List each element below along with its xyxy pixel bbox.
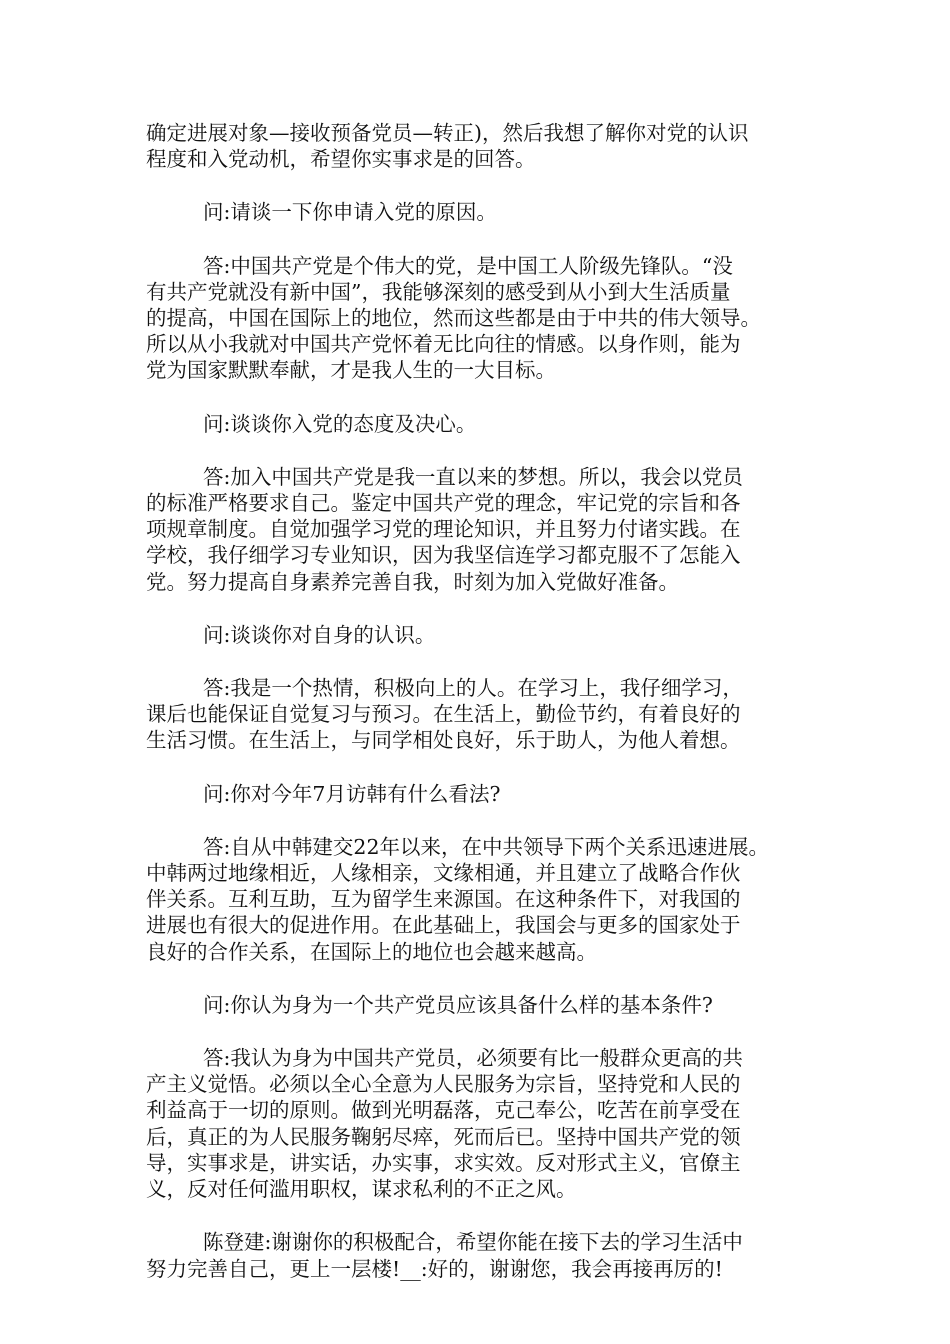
paragraph-line: 努力完善自己，更上一层楼!__:好的，谢谢您，我会再接再厉的! (146, 1256, 723, 1281)
paragraph-line: 问:你认为身为一个共产党员应该具备什么样的基本条件? (203, 992, 713, 1017)
document-paragraph (146, 992, 811, 1018)
paragraph-line: 党。努力提高自身素养完善自我，时刻为加入党做好准备。 (146, 569, 679, 594)
paragraph-line: 义，反对任何滥用职权，谋求私利的不正之风。 (146, 1177, 577, 1202)
document-body (146, 120, 811, 1309)
paragraph-line: 后，真正的为人民服务鞠躬尽瘁，死而后已。坚持中国共产党的领 (146, 1124, 741, 1149)
paragraph-line: 进展也有很大的促进作用。在此基础上，我国会与更多的国家处于 (146, 913, 741, 938)
document-paragraph (146, 199, 811, 225)
paragraph-line: 有共产党就没有新中国”，我能够深刻的感受到从小到大生活质量 (146, 279, 731, 304)
paragraph-line: 答:我认为身为中国共产党员，必须要有比一般群众更高的共 (203, 1046, 743, 1071)
document-paragraph (146, 253, 811, 384)
paragraph-line: 的标准严格要求自己。鉴定中国共产党的理念，牢记党的宗旨和各 (146, 491, 741, 516)
paragraph-line: 问:谈谈你入党的态度及决心。 (203, 411, 477, 436)
document-paragraph (146, 675, 811, 754)
paragraph-line: 问:请谈一下你申请入党的原因。 (203, 200, 497, 225)
paragraph-line: 党为国家默默奉献，才是我人生的一大目标。 (146, 358, 556, 383)
paragraph-line: 陈登建:谢谢你的积极配合，希望你能在接下去的学习生活中 (203, 1230, 743, 1255)
paragraph-line: 中韩两过地缘相近，人缘相亲，文缘相通，并且建立了战略合作伙 (146, 861, 741, 886)
paragraph-line: 伴关系。互利互助，互为留学生来源国。在这种条件下，对我国的 (146, 887, 741, 912)
paragraph-line: 利益高于一切的原则。做到光明磊落，克己奉公，吃苦在前享受在 (146, 1098, 741, 1123)
paragraph-line: 答:中国共产党是个伟大的党，是中国工人阶级先锋队。“没 (203, 253, 733, 278)
paragraph-line: 导，实事求是，讲实话，办实事，求实效。反对形式主义，官僚主 (146, 1150, 741, 1175)
document-paragraph (146, 411, 811, 437)
paragraph-line: 项规章制度。自觉加强学习党的理论知识，并且努力付诸实践。在 (146, 517, 741, 542)
paragraph-line: 良好的合作关系，在国际上的地位也会越来越高。 (146, 939, 597, 964)
paragraph-line: 问:你对今年7月访韩有什么看法? (203, 781, 501, 806)
document-paragraph (146, 834, 811, 965)
paragraph-line: 学校，我仔细学习专业知识，因为我坚信连学习都克服不了怎能入 (146, 543, 741, 568)
document-paragraph (146, 622, 811, 648)
paragraph-line: 的提高，中国在国际上的地位，然而这些都是由于中共的伟大领导。 (146, 306, 761, 331)
document-paragraph (146, 1229, 811, 1281)
document-paragraph (146, 120, 811, 172)
document-paragraph (146, 1045, 811, 1202)
paragraph-line: 生活习惯。在生活上，与同学相处良好，乐于助人，为他人着想。 (146, 728, 741, 753)
paragraph-line: 程度和入党动机，希望你实事求是的回答。 (146, 147, 536, 172)
paragraph-line: 课后也能保证自觉复习与预习。在生活上，勤俭节约，有着良好的 (146, 702, 741, 727)
paragraph-line: 答:加入中国共产党是我一直以来的梦想。所以，我会以党员 (203, 464, 743, 489)
paragraph-line: 答:我是一个热情，积极向上的人。在学习上，我仔细学习， (203, 676, 743, 701)
document-paragraph (146, 781, 811, 807)
paragraph-line: 问:谈谈你对自身的认识。 (203, 622, 436, 647)
paragraph-line: 确定进展对象—接收预备党员—转正)，然后我想了解你对党的认识 (146, 121, 749, 145)
paragraph-line: 答:自从中韩建交22年以来，在中共领导下两个关系迅速进展。 (203, 834, 769, 859)
paragraph-line: 产主义觉悟。必须以全心全意为人民服务为宗旨，坚持党和人民的 (146, 1072, 741, 1097)
paragraph-line: 所以从小我就对中国共产党怀着无比向往的情感。以身作则，能为 (146, 332, 741, 357)
document-paragraph (146, 464, 811, 595)
